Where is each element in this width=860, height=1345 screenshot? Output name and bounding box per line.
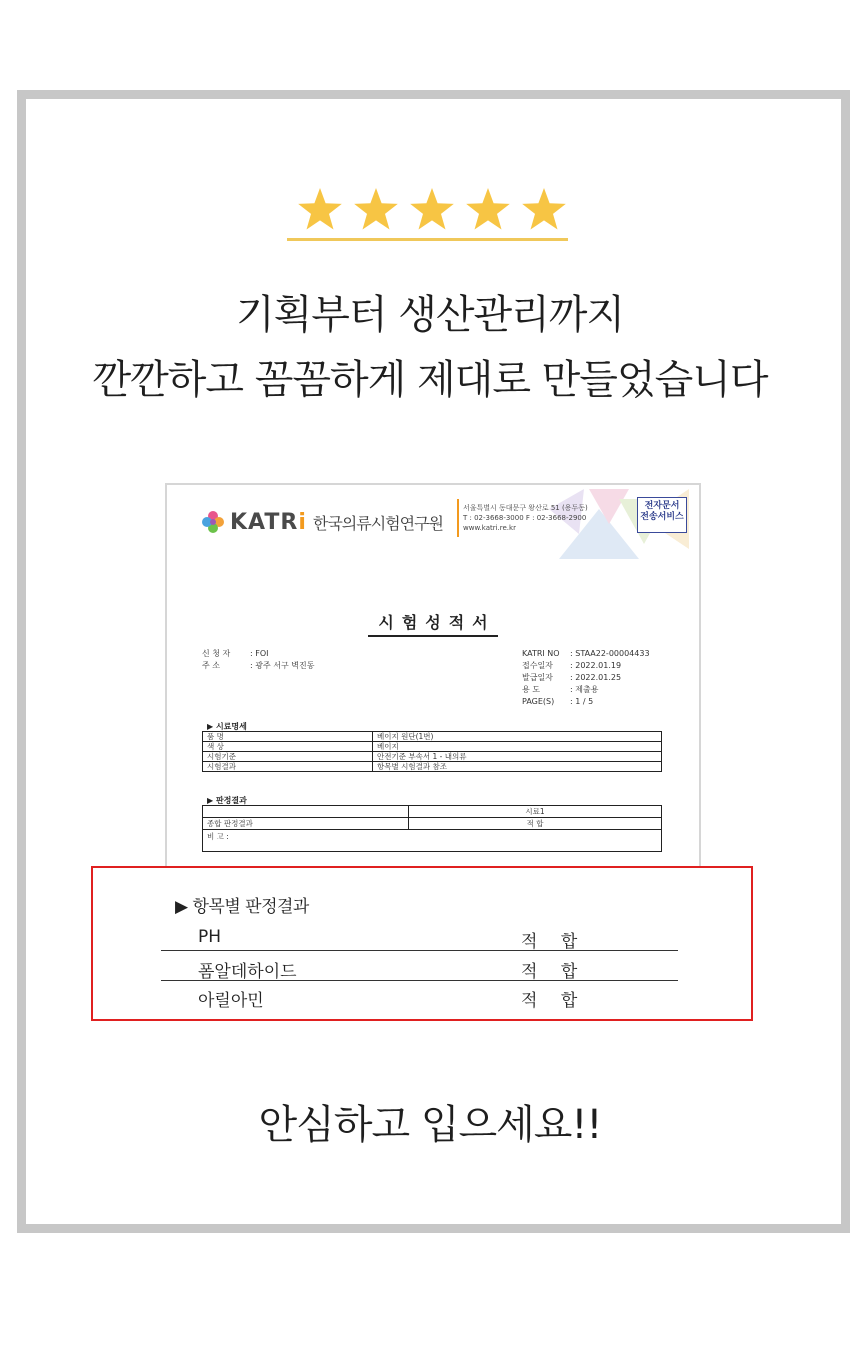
report-title: 시험성적서 — [167, 610, 699, 637]
star-icon — [296, 185, 344, 233]
table-row: 시험기준 안전기준 부속서 1 - 내의류 — [203, 752, 662, 762]
org-address: 서울특별시 동대문구 왕산로 51 (용두동) T : 02-3668-3000 F : 02-3668-2900 www.katri.re.kr — [463, 504, 588, 532]
result-item: 아릴아민 — [198, 991, 264, 1011]
logo-org-name: 한국의류시험연구원 — [312, 513, 443, 533]
closing-message: 안심하고 입으세요!! — [258, 1102, 602, 1148]
headline-line-1: 기획부터 생산관리까지 — [235, 292, 625, 338]
logo-brand: KATRi — [230, 509, 307, 535]
result-verdict: 적 합 — [521, 991, 587, 1011]
katri-logo — [201, 505, 443, 539]
sample-section-label: ▶ 시료명세 — [207, 722, 247, 731]
star-icon — [464, 185, 512, 233]
applicant-info: 신 청 자 : FOI 주 소 : 광주 서구 벽진동 — [202, 649, 315, 670]
test-report-sheet — [165, 483, 701, 868]
item-results-box — [91, 866, 753, 1021]
table-row: 시험결과 항목별 시험결과 참조 — [203, 762, 662, 772]
result-row — [161, 922, 678, 951]
logo-divider — [457, 499, 459, 537]
item-results-heading: ▶ 항목별 판정결과 — [175, 897, 309, 917]
star-icon — [408, 185, 456, 233]
result-item: 폼알데하이드 — [198, 962, 297, 982]
report-info: KATRI NO : STAA22-00004433 접수일자 : 2022.01.19 발급일자 : 2022.01.25 용 도 : 제출용 PAGE(S) : 1 / 5 — [522, 649, 650, 706]
result-row — [161, 952, 678, 981]
stars-underline — [287, 238, 568, 241]
rating-stars — [296, 183, 568, 235]
table-row: 품 명 베이지 원단(1번) — [203, 732, 662, 742]
star-icon — [520, 185, 568, 233]
judge-table — [202, 805, 662, 852]
result-item: PH — [198, 927, 222, 947]
result-row — [161, 981, 678, 1010]
table-row: 종합 판정결과 적 합 — [203, 818, 662, 830]
table-row: 비 고 : — [203, 830, 662, 852]
e-document-badge: 전자문서 전송서비스 — [637, 497, 687, 533]
katri-flower-icon — [201, 510, 225, 534]
sample-table — [202, 731, 662, 772]
table-row: 색 상 베이지 — [203, 742, 662, 752]
star-icon — [352, 185, 400, 233]
judge-section-label: ▶ 판정결과 — [207, 796, 247, 805]
result-verdict: 적 합 — [521, 932, 587, 952]
table-row: 시료1 — [203, 806, 662, 818]
headline-line-2: 깐깐하고 꼼꼼하게 제대로 만들었습니다 — [92, 357, 768, 403]
result-verdict: 적 합 — [521, 962, 587, 982]
